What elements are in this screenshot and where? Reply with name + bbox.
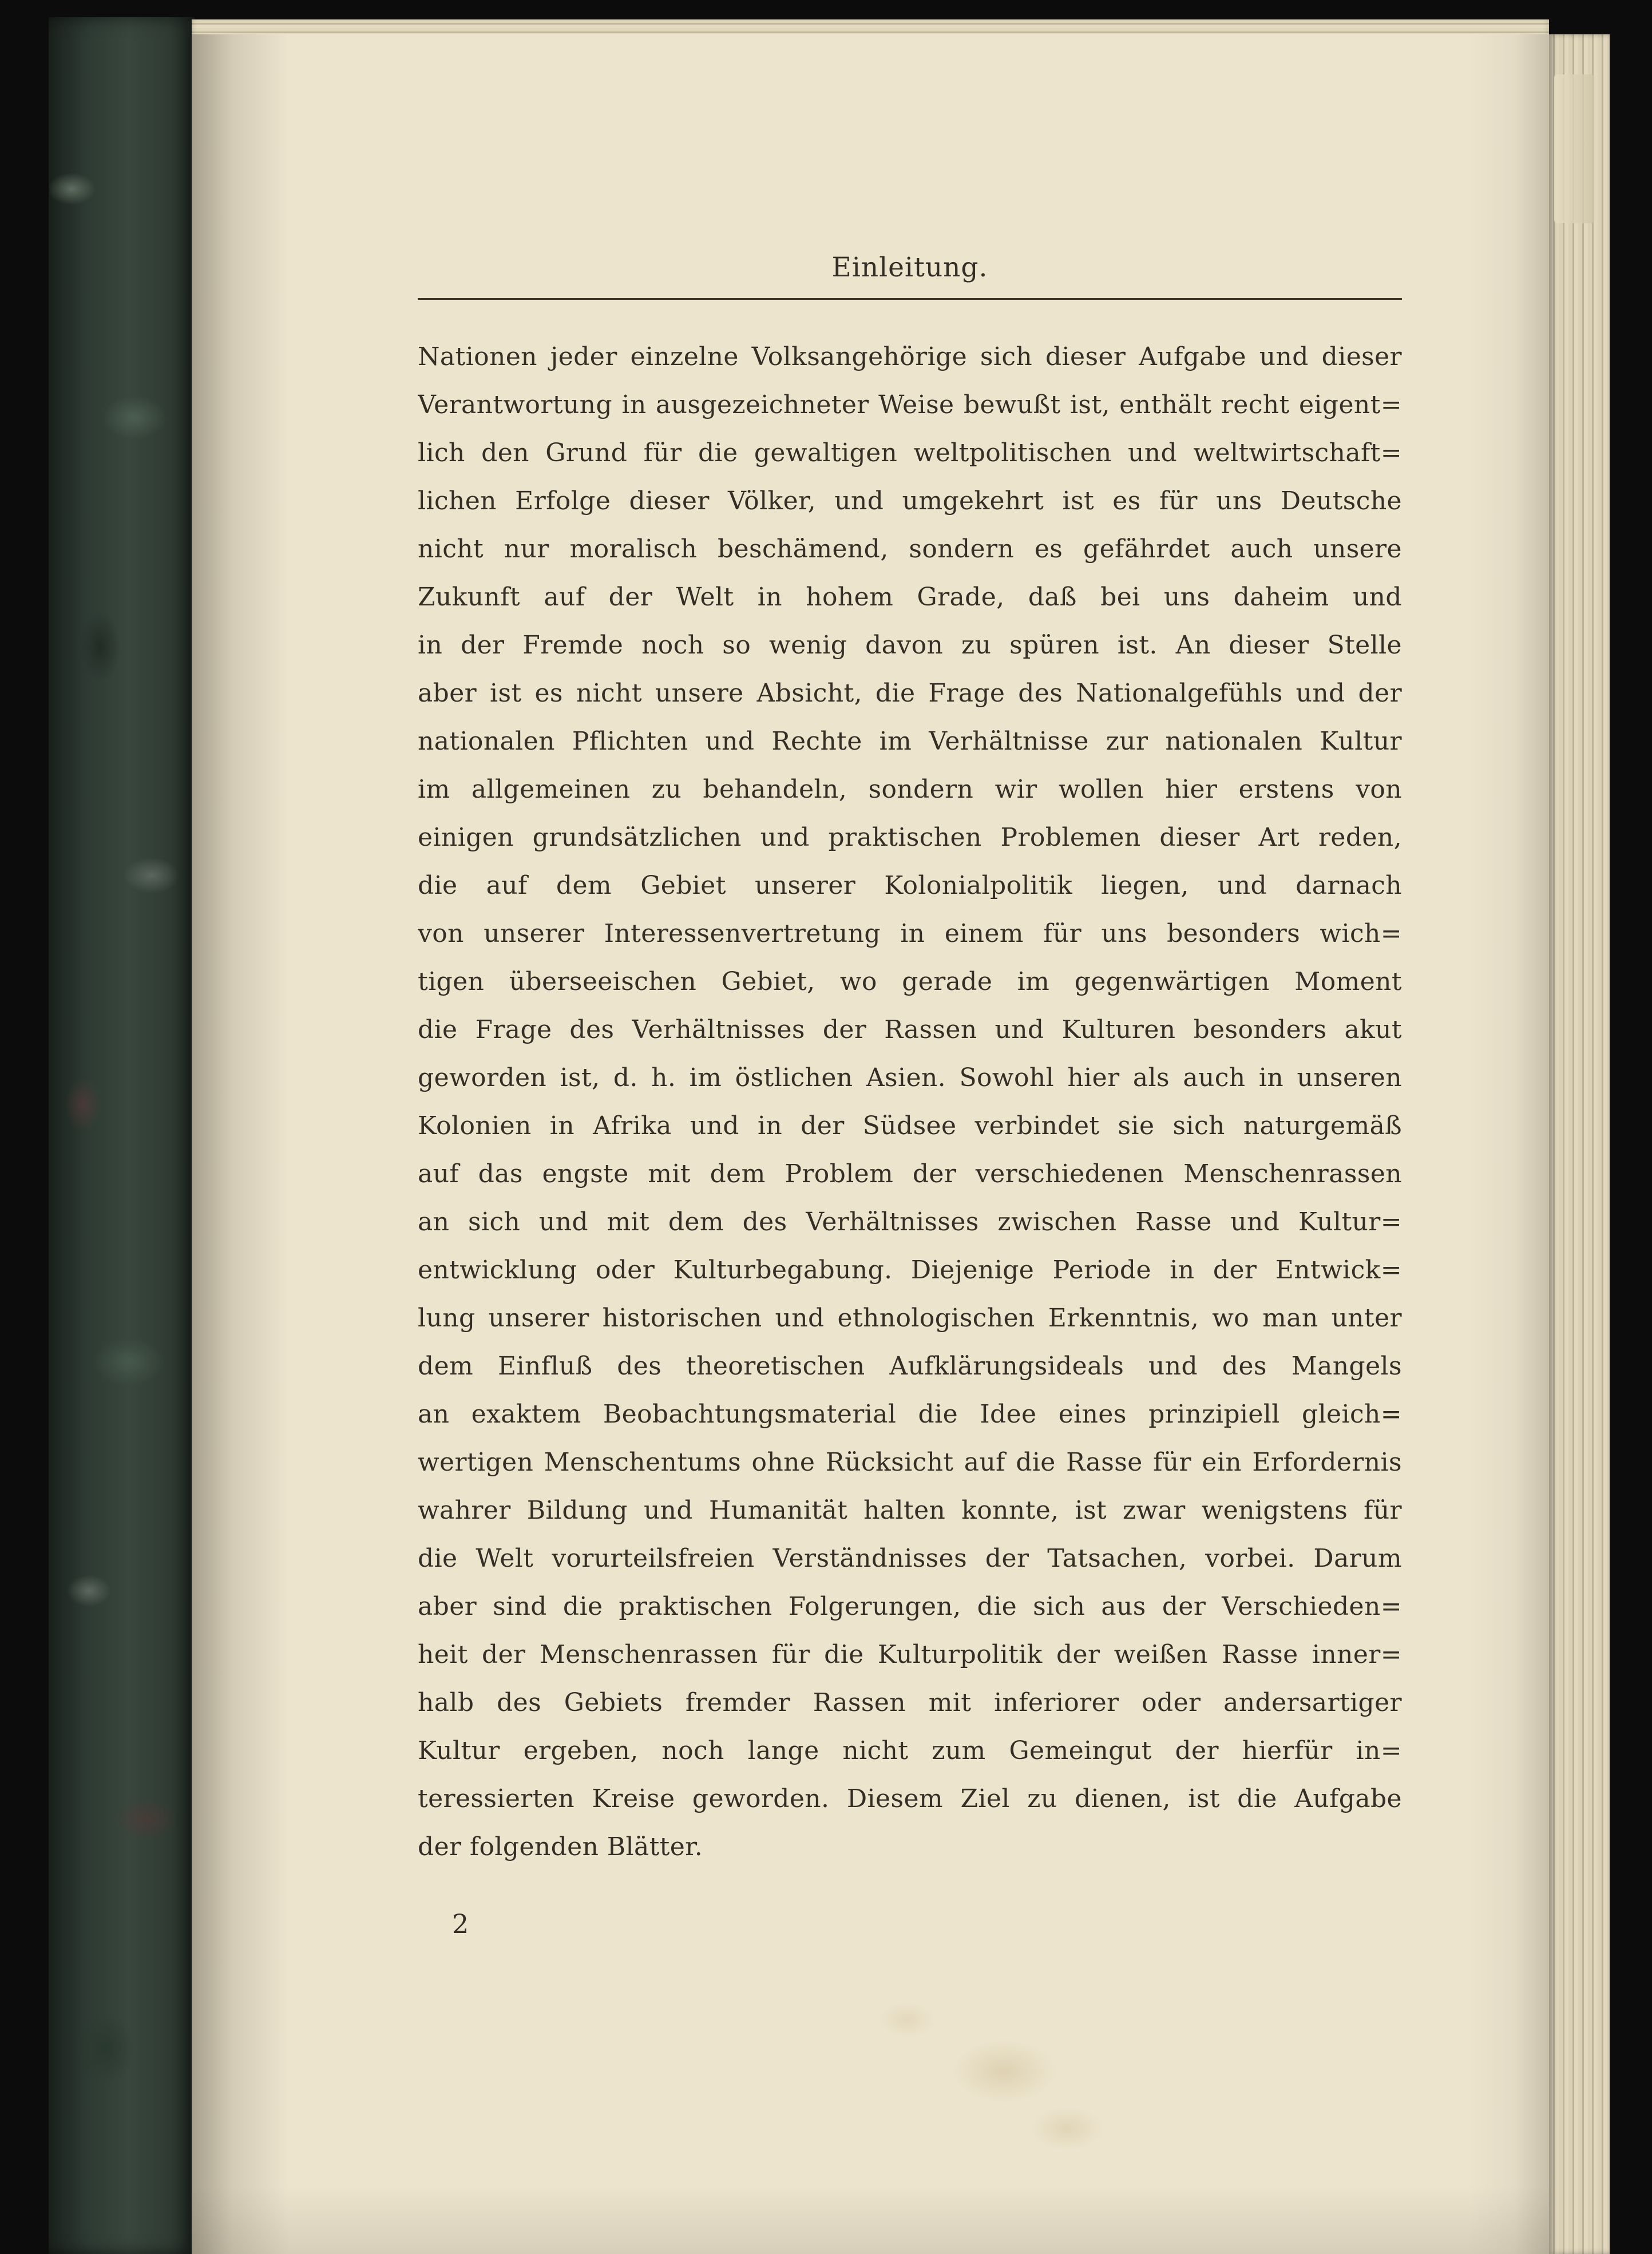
body-line: nationalen Pflichten und Rechte im Verhältnisse zur nationalen Kultur [418,727,1402,756]
body-line: einigen grundsätzlichen und praktischen Problemen dieser Art reden, [418,823,1402,852]
body-line: in der Fremde noch so wenig davon zu spüren ist. An dieser Stelle [418,631,1402,660]
body-line: aber ist es nicht unsere Absicht, die Frage des Nationalgefühls und der [418,679,1402,708]
body-line: Nationen jeder einzelne Volksangehörige sich dieser Aufgabe und dieser [418,342,1402,371]
body-line: Zukunft auf der Welt in hohem Grade, daß bei uns daheim und [418,583,1402,612]
running-header: Einleitung. [418,252,1402,300]
body-line: halb des Gebiets fremder Rassen mit inferiorer oder andersartiger [418,1688,1402,1717]
body-line: aber sind die praktischen Folgerungen, die sich aus der Verschieden= [418,1592,1402,1621]
body-line: geworden ist, d. h. im östlichen Asien. Sowohl hier als auch in unseren [418,1063,1402,1092]
text-block [418,252,1402,1871]
photo-right-margin [1610,0,1652,2254]
body-line: an sich und mit dem des Verhältnisses zwischen Rasse und Kultur= [418,1207,1402,1237]
photo-top-margin [0,0,1652,17]
body-line: Verantwortung in ausgezeichneter Weise bewußt ist, enthält recht eigent= [418,390,1402,419]
body-line: der folgenden Blätter. [418,1832,703,1861]
body-line: dem Einfluß des theoretischen Aufklärungsideals und des Mangels [418,1352,1402,1381]
body-line: die Frage des Verhältnisses der Rassen und Kulturen besonders akut [418,1015,1402,1044]
body-line: lung unserer historischen und ethnologischen Erkenntnis, wo man unter [418,1304,1402,1333]
body-line: von unserer Interessenvertretung in einem für uns besonders wich= [418,919,1402,948]
body-line: Kolonien in Afrika und in der Südsee verbindet sie sich naturgemäß [418,1111,1402,1140]
body-line: die Welt vorurteilsfreien Verständnisses der Tatsachen, vorbei. Darum [418,1544,1402,1573]
body-text [418,333,1402,1871]
underlying-page-corner [1554,74,1594,223]
body-line: an exaktem Beobachtungsmaterial die Idee eines prinzipiell gleich= [418,1400,1402,1429]
body-line: entwicklung oder Kulturbegabung. Diejenige Periode in der Entwick= [418,1255,1402,1285]
body-line: im allgemeinen zu behandeln, sondern wir wollen hier erstens von [418,775,1402,804]
body-line: lich den Grund für die gewaltigen weltpolitischen und weltwirtschaft= [418,438,1402,468]
body-line: wahrer Bildung und Humanität halten konnte, ist zwar wenigstens für [418,1496,1402,1525]
page-edges-fore-edge [1549,34,1610,2254]
body-line: nicht nur moralisch beschämend, sondern es gefährdet auch unsere [418,534,1402,564]
page-number: 2 [452,1908,469,1939]
body-line: die auf dem Gebiet unserer Kolonialpolitik liegen, und darnach [418,871,1402,900]
body-line: Kultur ergeben, noch lange nicht zum Gemeingut der hierfür in= [418,1736,1402,1765]
body-line: heit der Menschenrassen für die Kulturpolitik der weißen Rasse inner= [418,1640,1402,1669]
body-line: wertigen Menschentums ohne Rücksicht auf die Rasse für ein Erfordernis [418,1448,1402,1477]
book-spine-marbled-board [49,17,195,2254]
body-line: auf das engste mit dem Problem der verschiedenen Menschenrassen [418,1159,1402,1189]
body-line: lichen Erfolge dieser Völker, und umgekehrt ist es für uns Deutsche [418,486,1402,516]
book-page [192,34,1549,2254]
body-line: teressierten Kreise geworden. Diesem Ziel zu dienen, ist die Aufgabe [418,1784,1402,1813]
body-line: tigen überseeischen Gebiet, wo gerade im gegenwärtigen Moment [418,967,1402,996]
